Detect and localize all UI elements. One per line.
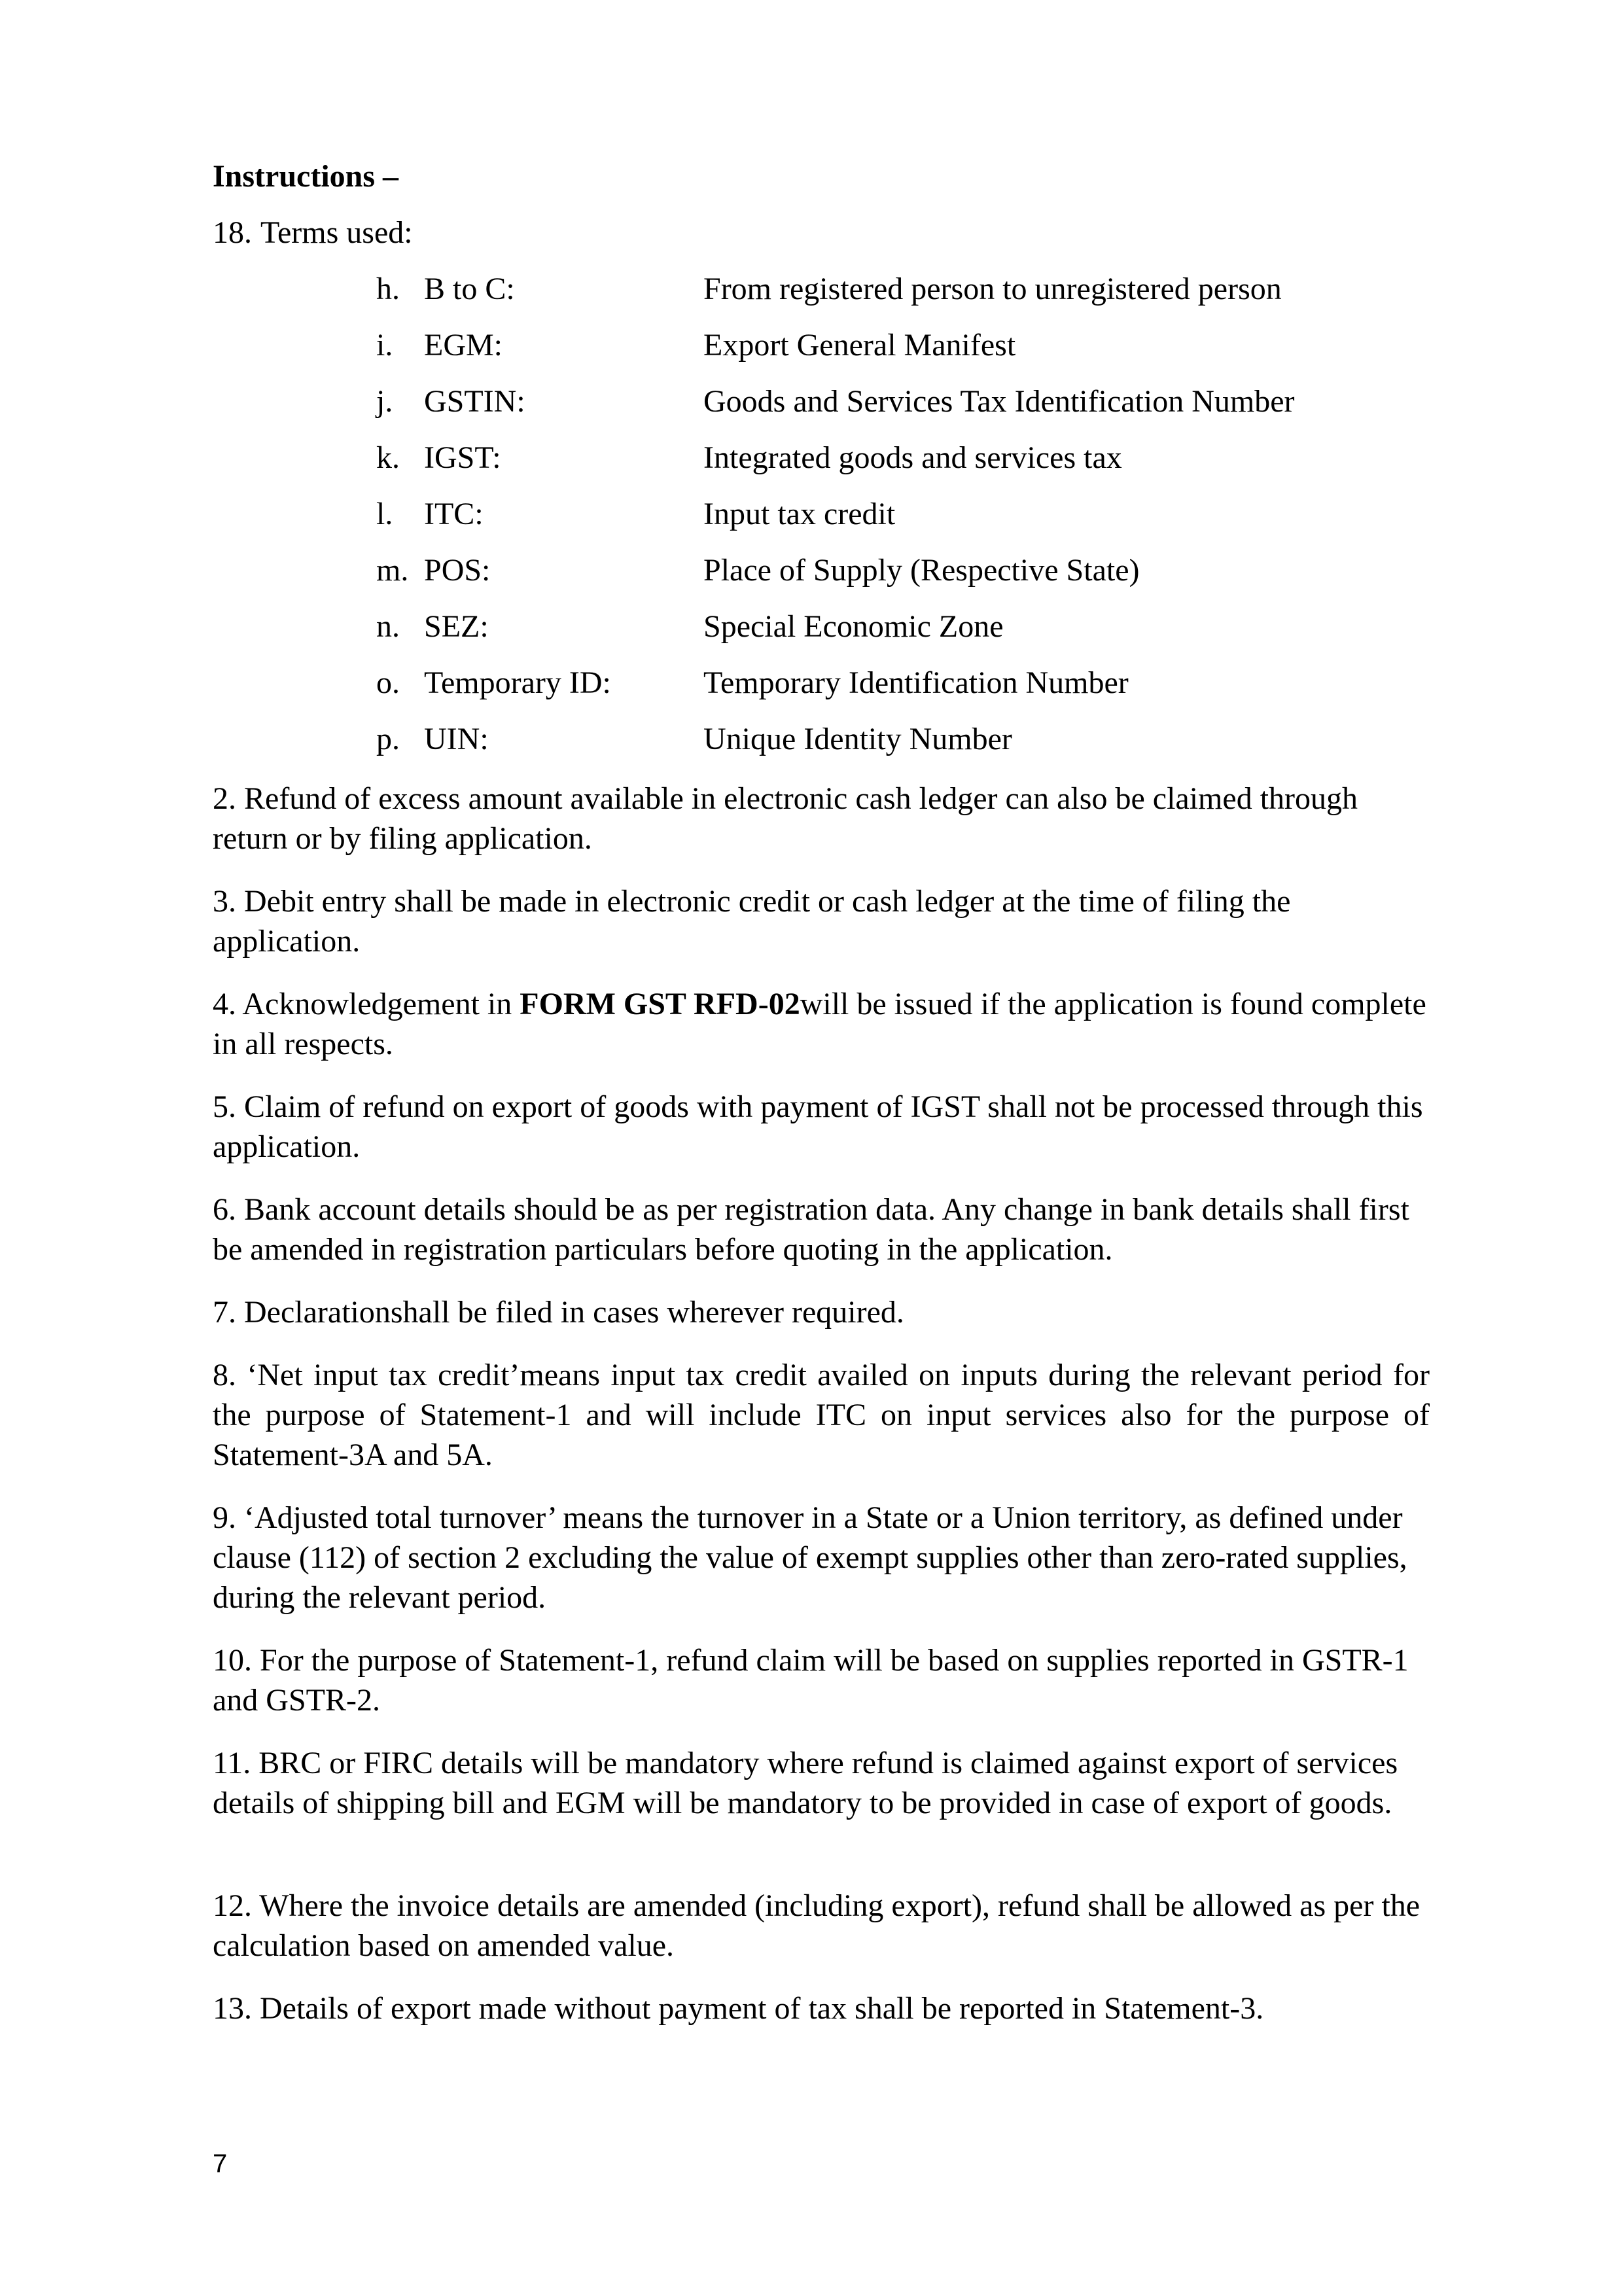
instruction-2: 2. Refund of excess amount available in electronic cash ledger can also be claimed through return or by filing application.	[213, 781, 1358, 856]
instruction-18	[213, 213, 413, 253]
term-abbreviation: ITC:	[424, 497, 484, 531]
page-number: 7	[213, 2149, 228, 2178]
instruction-6: 6. Bank account details should be as per registration data. Any change in bank details shall first be amended in registration particulars before quoting in the application.	[213, 1192, 1409, 1267]
instruction-5: 5. Claim of refund on export of goods with payment of IGST shall not be processed through this application.	[213, 1089, 1423, 1164]
instruction-12: 12. Where the invoice details are amended (including export), refund shall be allowed as per the calculation based on amended value.	[213, 1888, 1421, 1963]
instruction-7: 7. Declarationshall be filed in cases wherever required.	[213, 1295, 904, 1330]
term-row	[376, 270, 1489, 326]
term-abbreviation: B to C:	[424, 272, 515, 306]
term-abbreviation: POS:	[424, 553, 491, 588]
instruction-4-lead: 4. Acknowledgement in	[213, 987, 520, 1021]
instruction-4-rest: will be issued if the application is found complete in all respects.	[213, 987, 1426, 1061]
term-letter: k.	[376, 440, 400, 475]
term-meaning: Export General Manifest	[703, 328, 1016, 362]
terms-list	[376, 270, 1489, 776]
term-letter: h.	[376, 272, 400, 306]
term-letter: i.	[376, 328, 393, 362]
instruction-9: 9. ‘Adjusted total turnover’ means the turnover in a State or a Union territory, as defined under clause (112) of section 2 excluding the value of exempt supplies other than zero-rated supplies, during the relevant period.	[213, 1500, 1407, 1615]
term-letter: j.	[376, 384, 393, 419]
term-meaning: Place of Supply (Respective State)	[703, 553, 1140, 588]
term-abbreviation: SEZ:	[424, 609, 489, 644]
instruction-13: 13. Details of export made without payment of tax shall be reported in Statement-3.	[213, 1991, 1264, 2026]
term-row	[376, 438, 1489, 495]
term-row	[376, 495, 1489, 551]
term-letter: n.	[376, 609, 400, 644]
term-row	[376, 720, 1489, 776]
term-meaning: Goods and Services Tax Identification Number	[703, 384, 1295, 419]
term-abbreviation: GSTIN:	[424, 384, 525, 419]
term-abbreviation: Temporary ID:	[424, 665, 611, 700]
term-meaning: Unique Identity Number	[703, 722, 1012, 756]
term-row	[376, 607, 1489, 663]
term-meaning: From registered person to unregistered person	[703, 272, 1282, 306]
instruction-4	[213, 984, 1430, 1064]
term-letter: m.	[376, 553, 409, 588]
term-abbreviation: IGST:	[424, 440, 501, 475]
term-letter: l.	[376, 497, 393, 531]
instruction-8: 8. ‘Net input tax credit’means input tax credit availed on inputs during the relevant period for the purpose of Statement-1 and will include ITC on input services also for the purpose of Statement-3A and 5A.	[213, 1358, 1430, 1472]
instruction-3: 3. Debit entry shall be made in electronic credit or cash ledger at the time of filing the application.	[213, 884, 1291, 959]
instruction-11: 11. BRC or FIRC details will be mandatory where refund is claimed against export of services details of shipping bill and EGM will be mandatory to be provided in case of export of goods.	[213, 1746, 1398, 1820]
term-abbreviation: UIN:	[424, 722, 489, 756]
term-row	[376, 326, 1489, 382]
term-letter: p.	[376, 722, 400, 756]
form-reference: FORM GST RFD-02	[520, 987, 800, 1021]
term-row	[376, 551, 1489, 607]
instruction-10: 10. For the purpose of Statement-1, refund claim will be based on supplies reported in GSTR-1 and GSTR-2.	[213, 1643, 1409, 1718]
term-row	[376, 663, 1489, 720]
term-meaning: Special Economic Zone	[703, 609, 1004, 644]
instruction-18-number: 18.	[213, 215, 252, 250]
instructions-heading: Instructions –	[213, 159, 399, 194]
instruction-18-text: Terms used:	[260, 215, 413, 250]
term-meaning: Temporary Identification Number	[703, 665, 1129, 700]
term-letter: o.	[376, 665, 400, 700]
term-row	[376, 382, 1489, 438]
term-meaning: Input tax credit	[703, 497, 896, 531]
term-abbreviation: EGM:	[424, 328, 503, 362]
term-meaning: Integrated goods and services tax	[703, 440, 1122, 475]
